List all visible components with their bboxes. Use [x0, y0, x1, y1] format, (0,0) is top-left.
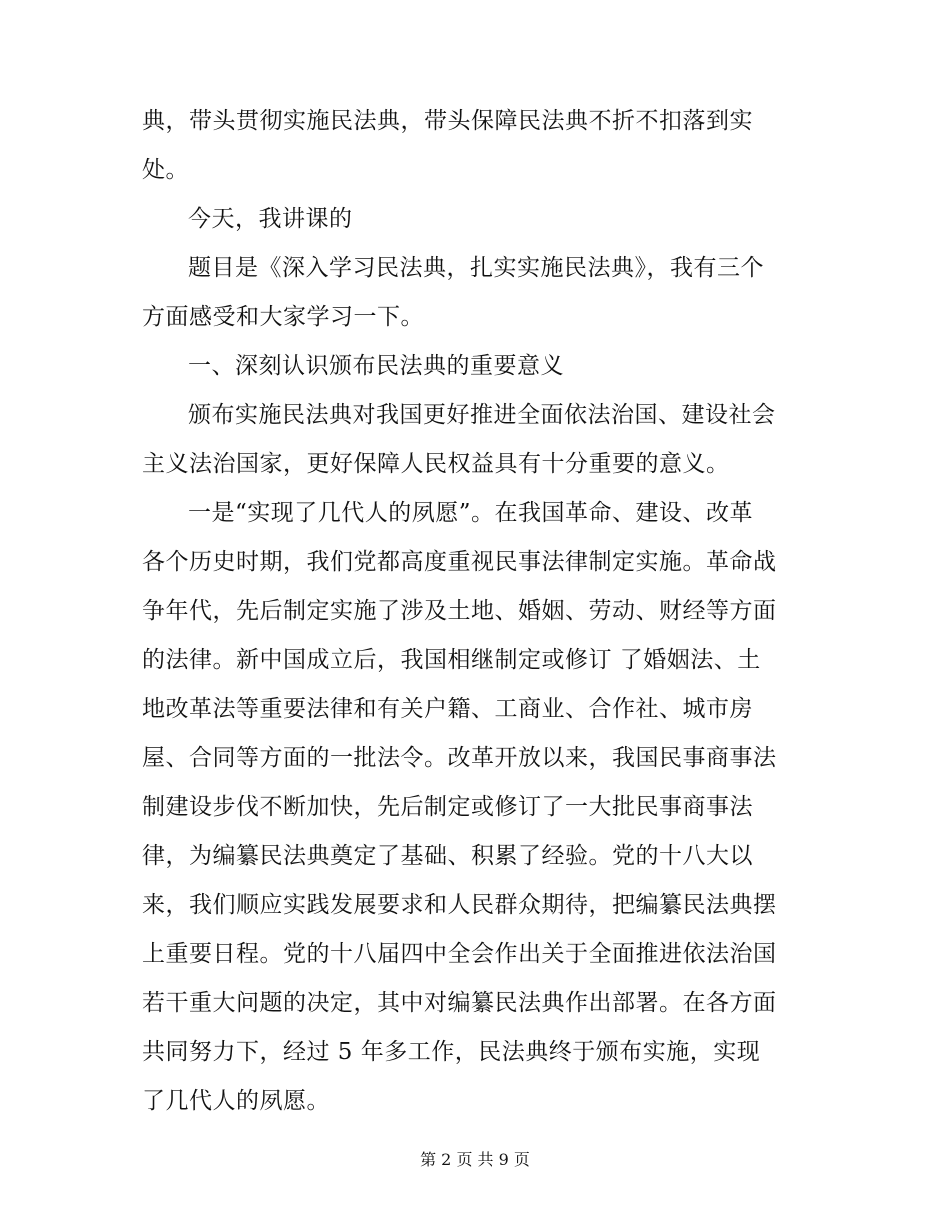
section-heading: 一、深刻认识颁布民法典的重要意义 [188, 353, 564, 379]
text-line: 争年代，先后制定实施了涉及土地、婚姻、劳动、财经等方面 [142, 598, 777, 624]
text-line: 一是“实现了几代人的夙愿”。在我国革命、建设、改革 [188, 500, 754, 526]
text-line: 了几代人的夙愿。 [142, 1088, 330, 1114]
page-footer: 第 2 页 共 9 页 [420, 1150, 530, 1169]
text-line: 来，我们顺应实践发展要求和人民群众期待，把编纂民法典摆 [142, 892, 777, 918]
text-line: 若干重大问题的决定，其中对编纂民法典作出部署。在各方面 [142, 990, 777, 1016]
text-line: 屋、合同等方面的一批法令。改革开放以来，我国民事商事法 [142, 745, 777, 771]
text-line: 处。 [142, 157, 189, 183]
text-line: 制建设步伐不断加快，先后制定或修订了一大批民事商事法 [142, 794, 753, 820]
text-line: 主义法治国家，更好保障人民权益具有十分重要的意义。 [142, 451, 730, 477]
text-line: 各个历史时期，我们党都高度重视民事法律制定实施。革命战 [142, 549, 777, 575]
text-line: 律，为编纂民法典奠定了基础、积累了经验。党的十八大以 [142, 843, 753, 869]
text-line: 方面感受和大家学习一下。 [142, 304, 424, 330]
text-line: 地改革法等重要法律和有关户籍、工商业、合作社、城市房 [142, 696, 753, 722]
text-line: 颁布实施民法典对我国更好推进全面依法治国、建设社会 [188, 402, 776, 428]
text-line: 的法律。新中国成立后，我国相继制定或修订 了婚姻法、土 [142, 647, 761, 673]
text-line: 上重要日程。党的十八届四中全会作出关于全面推进依法治国 [142, 941, 777, 967]
text-line: 典，带头贯彻实施民法典，带头保障民法典不折不扣落到实 [142, 108, 753, 134]
text-line: 共同努力下，经过 5 年多工作，民法典终于颁布实施，实现 [142, 1039, 761, 1065]
text-line: 题目是《深入学习民法典，扎实实施民法典》，我有三个 [188, 255, 764, 281]
text-line: 今天，我讲课的 [188, 206, 353, 232]
